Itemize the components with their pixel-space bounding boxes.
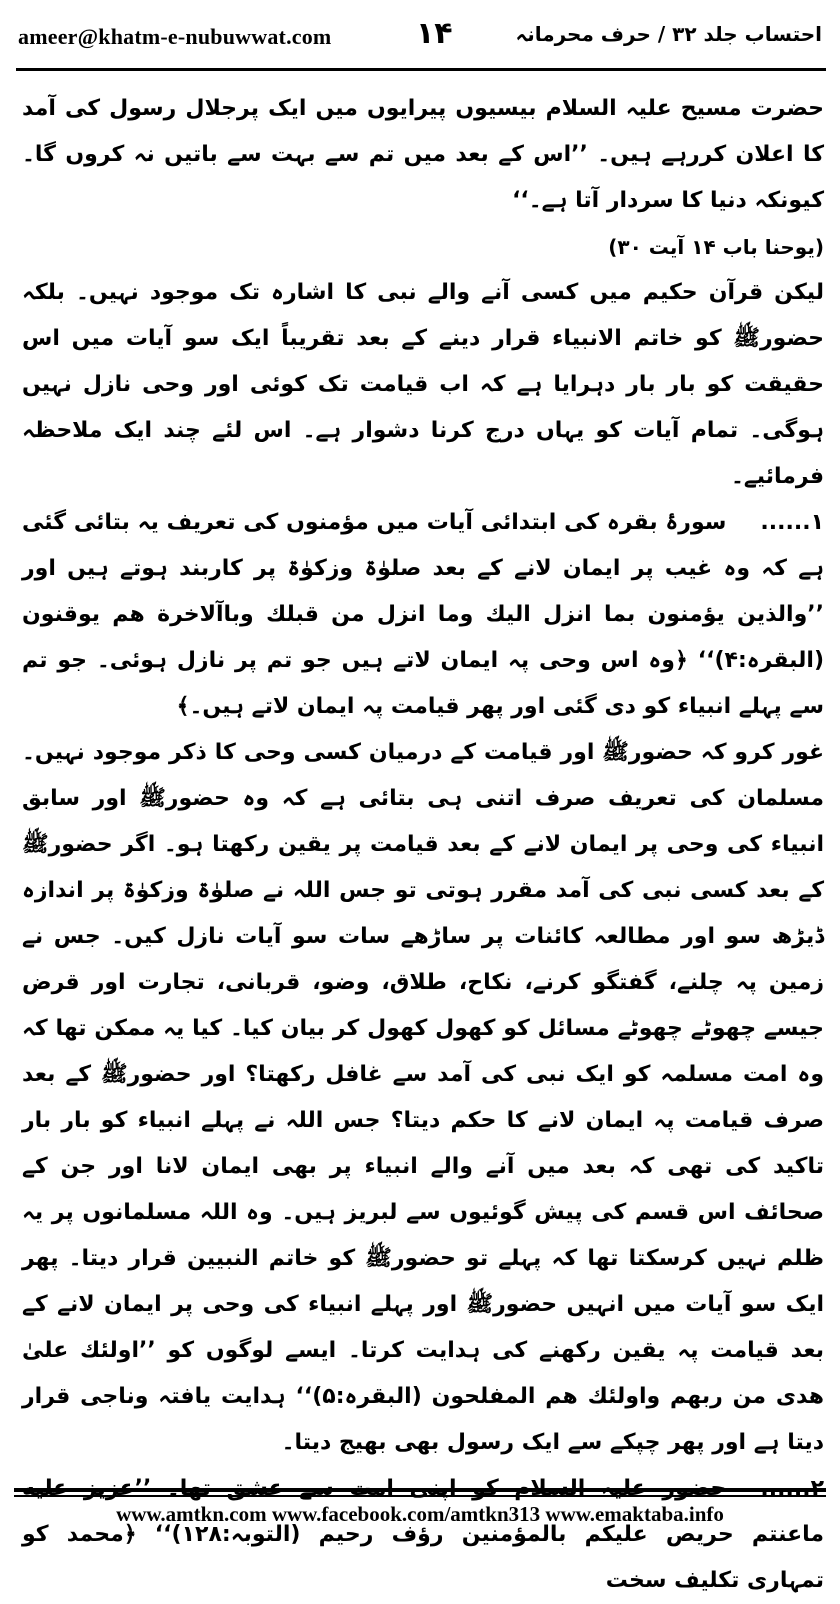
paragraph-1: حضرت مسیح علیہ السلام بیسیوں پیرایوں میں ایک پرجلال رسول کی آمد کا اعلان کررہے ہیں۔ ’’اس کے بعد میں تم سے بہت سے باتیں نہ کروں گا۔ کیونکہ دنیا کا سردار آتا ہے۔‘‘ (22, 96, 824, 213)
footer-links: www.amtkn.com www.facebook.com/amtkn313 www.emaktaba.info (116, 1502, 724, 1526)
header-rule (16, 68, 826, 71)
footer-rules (14, 1488, 826, 1497)
paragraph-3-text: سورۂ بقرہ کی ابتدائی آیات میں مؤمنوں کی تعریف یہ بتائی گئی ہے کہ وہ غیب پر ایمان لانے کے بعد صلوٰۃ وزکوٰۃ پر کاربند ہوتے ہیں اور ’’والذین یؤمنون بما انزل الیك وما انزل من قبلك وباآلاخرة هم یوقنون (البقرہ:۴)‘‘ ﴿وہ اس وحی پہ ایمان لاتے ہیں جو تم پر نازل ہوئی۔ جو تم سے پہلے انبیاء کو دی گئی اور پھر قیامت پہ ایمان لاتے ہیں۔﴾ (22, 510, 824, 719)
paragraph-5-text: ماعنتم حریص علیكم بالمؤمنین رؤف رحیم (التوبہ:۱۲۸)‘‘ ﴿محمد کو تمہاری تکلیف سخت (22, 1522, 824, 1593)
footer-rule-thick (14, 1488, 826, 1492)
footer-rule-thin (14, 1495, 826, 1497)
page-header (18, 16, 826, 64)
paragraph-5 (22, 1466, 824, 1604)
page-body (22, 86, 824, 1604)
running-title: احتساب جلد ۳۲ / حرف محرمانہ (515, 22, 822, 46)
page-number: ۱۴ (416, 16, 453, 51)
paragraph-3 (22, 500, 824, 730)
header-email: ameer@khatm-e-nubuwwat.com (18, 24, 332, 49)
item-number-1: ۱...... (760, 510, 824, 535)
scripture-reference: (یوحنا باب ۱۴ آیت ۳۰) (608, 235, 824, 259)
paragraph-4: غور کرو کہ حضورﷺ اور قیامت کے درمیان کسی وحی کا ذکر موجود نہیں۔ مسلمان کی تعریف صرف اتنی ہی بتائی ہے کہ وہ حضورﷺ اور سابق انبیاء کی وحی پر ایمان لانے کے بعد قیامت پر یقین رکھتا ہو۔ اگر حضورﷺ کے بعد کسی نبی کی آمد مقرر ہوتی تو جس اللہ نے صلوٰۃ وزکوٰۃ پر اندازہ ڈیڑھ سو اور مطالعہ کائنات پر ساڑھے سات سو آیات نازل کیں۔ جس نے زمین پہ چلنے، گفتگو کرنے، نکاح، طلاق، وضو، قربانی، تجارت اور قرض جیسے چھوٹے چھوٹے مسائل کو کھول کھول کر بیان کیا۔ کیا یہ ممکن تھا کہ وہ امت مسلمہ کو ایک نبی کی آمد سے غافل رکھتا؟ اور حضورﷺ کے بعد صرف قیامت پہ ایمان لانے کا حکم دیتا؟ جس اللہ نے پہلے انبیاء کو بار بار تاکید کی تھی کہ بعد میں آنے والے انبیاء پر بھی ایمان لانا اور جن کے صحائف اس قسم کی پیش گوئیوں سے لبریز ہیں۔ وہ اللہ مسلمانوں پر یہ ظلم نہیں کرسکتا تھا کہ پہلے تو حضورﷺ کو خاتم النبیین قرار دیتا۔ پھر ایک سو آیات میں انہیں حضورﷺ اور پہلے انبیاء کی وحی پر ایمان لانے کے بعد قیامت پہ یقین رکھنے کی ہدایت کرتا۔ ایسے لوگوں کو ’’اولئك علیٰ هدی من ربهم واولئك هم المفلحون (البقرہ:۵)‘‘ ہدایت یافتہ وناجی قرار دیتا ہے اور پھر چپکے سے ایک رسول بھی بھیج دیتا۔ (22, 740, 824, 1455)
paragraph-2: لیکن قرآن حکیم میں کسی آنے والے نبی کا اشارہ تک موجود نہیں۔ بلکہ حضورﷺ کو خاتم الانبیاء قرار دینے کے بعد تقریباً ایک سو آیات میں اس حقیقت کو بار بار دہرایا ہے کہ اب قیامت تک کوئی اور وحی نازل نہیں ہوگی۔ تمام آیات کو یہاں درج کرنا دشوار ہے۔ اس لئے چند ایک ملاحظہ فرمائیے۔ (22, 280, 824, 489)
